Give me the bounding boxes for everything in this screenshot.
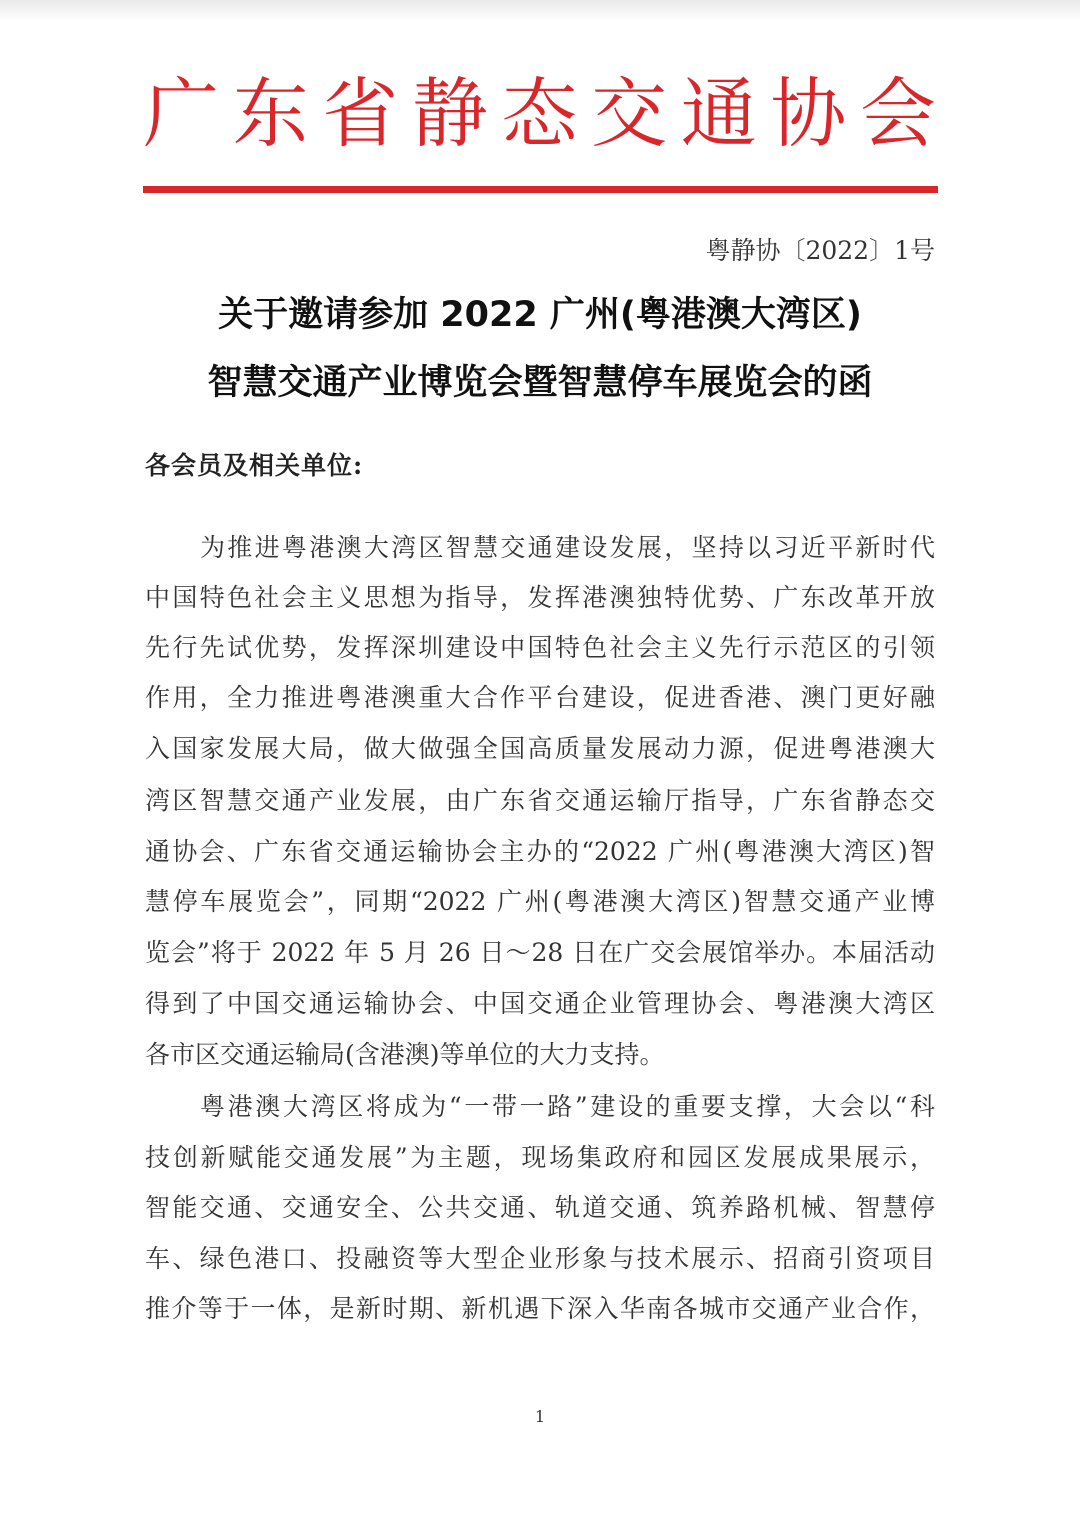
body-line: 推介等于一体，是新时期、新机遇下深入华南各城市交通产业合作， [145,1294,935,1323]
salutation: 各会员及相关单位: [145,451,364,480]
body-line: 各市区交通运输局(含港澳)等单位的大力支持。 [145,1040,665,1069]
letterhead-red-divider [143,186,938,193]
body-line: 入国家发展大局，做大做强全国高质量发展动力源，促进粤港澳大 [145,734,935,763]
body-line: 览会”将于 2022 年 5 月 26 日～28 日在广交会展馆举办。本届活动 [145,938,935,967]
body-line: 先行先试优势，发挥深圳建设中国特色社会主义先行示范区的引领 [145,633,935,662]
body-line: 湾区智慧交通产业发展，由广东省交通运输厅指导，广东省静态交 [145,786,935,815]
body-line: 慧停车展览会”，同期“2022 广州(粤港澳大湾区)智慧交通产业博 [145,887,935,916]
body-line: 技创新赋能交通发展”为主题，现场集政府和园区发展成果展示， [145,1143,935,1172]
document-title-line-2: 智慧交通产业博览会暨智慧停车展览会的函 [207,363,873,403]
document-number: 粤静协〔2022〕1号 [705,236,935,265]
body-line: 得到了中国交通运输协会、中国交通企业管理协会、粤港澳大湾区 [145,989,935,1018]
body-line: 为推进粤港澳大湾区智慧交通建设发展，坚持以习近平新时代 [200,533,935,562]
page-number: 1 [534,1407,546,1426]
body-line: 通协会、广东省交通运输协会主办的“2022 广州(粤港澳大湾区)智 [145,837,935,866]
body-line: 作用，全力推进粤港澳重大合作平台建设，促进香港、澳门更好融 [145,683,935,712]
organization-letterhead: 广东省静态交通协会 [143,69,938,158]
body-line: 智能交通、交通安全、公共交通、轨道交通、筑养路机械、智慧停 [145,1193,935,1222]
body-line: 粤港澳大湾区将成为“一带一路”建设的重要支撑，大会以“科 [200,1092,935,1121]
body-line: 车、绿色港口、投融资等大型企业形象与技术展示、招商引资项目 [145,1244,935,1273]
body-line: 中国特色社会主义思想为指导，发挥港澳独特优势、广东改革开放 [145,583,935,612]
page-top-shadow [0,0,1080,22]
document-title-line-1: 关于邀请参加 2022 广州(粤港澳大湾区) [218,295,862,335]
